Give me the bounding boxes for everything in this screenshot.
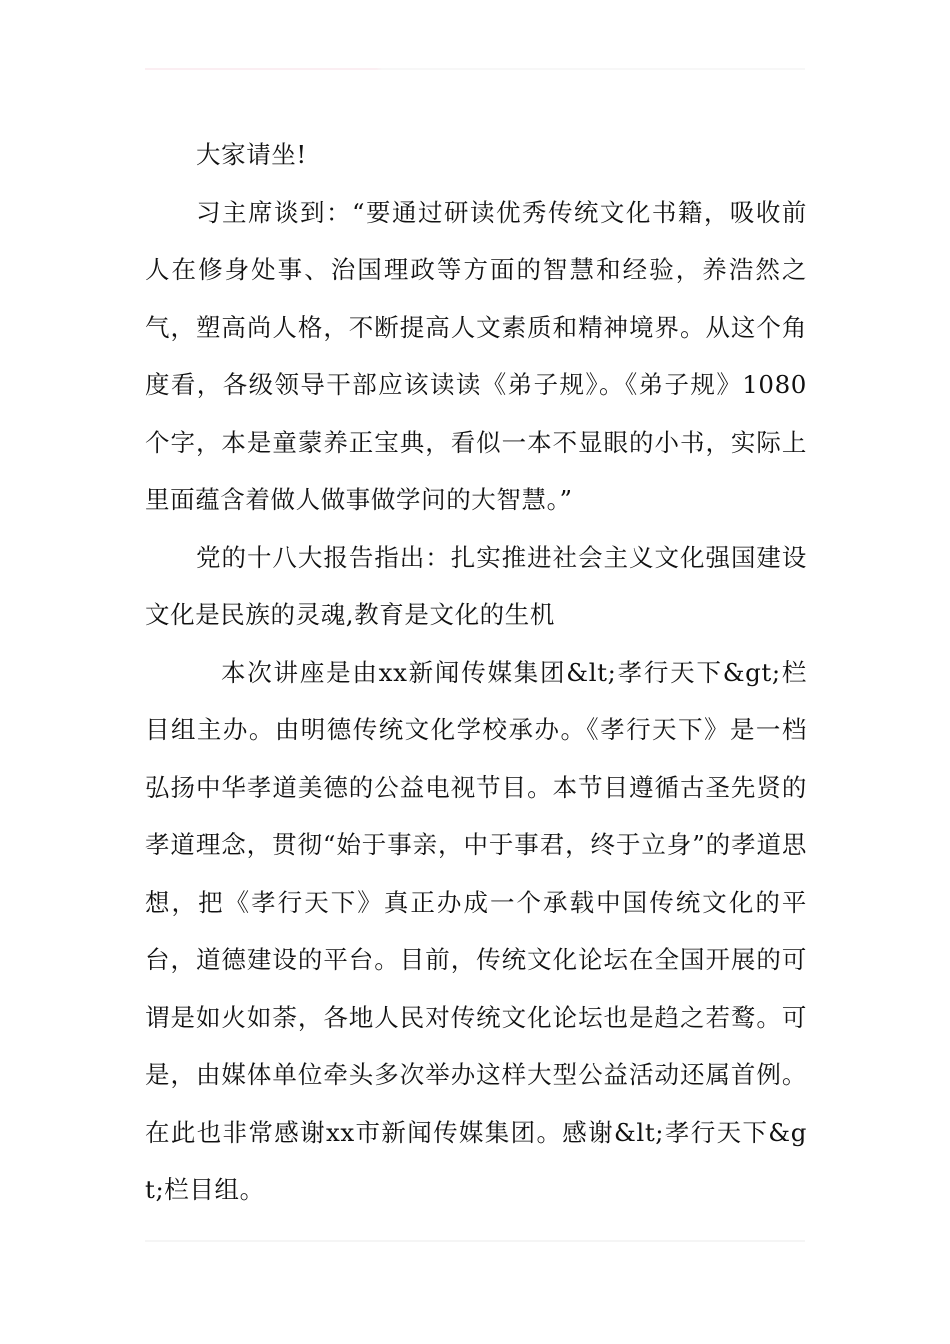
paragraph-greeting: 大家请坐!: [196, 140, 307, 169]
paragraph-lecture: 本次讲座是由xx新闻传媒集团&lt;孝行天下&gt;栏目组主办。由明德传统文化学校承办。《孝行天下》是一档弘扬中华孝道美德的公益电视节目。本节目遵循古圣先贤的孝道理念，贯彻“始于事亲，中于事君，终于立身”的孝道思想，把《孝行天下》真正办成一个承载中国传统文化的平台，道德建设的平台。目前，传统文化论坛在全国开展的可谓是如火如荼，各地人民对传统文化论坛也是趋之若鹜。可是，由媒体单位牵头多次举办这样大型公益活动还属首例。在此也非常感谢xx市新闻传媒集团。感谢&lt;孝行天下&gt;栏目组。: [145, 657, 807, 1204]
document-body: [145, 126, 807, 1219]
header-rule: [145, 68, 805, 70]
paragraph-report: 党的十八大报告指出：扎实推进社会主义文化强国建设文化是民族的灵魂,教育是文化的生机: [145, 542, 807, 629]
paragraph-quote: 习主席谈到：“要通过研读优秀传统文化书籍，吸收前人在修身处事、治国理政等方面的智慧和经验，养浩然之气，塑高尚人格，不断提高人文素质和精神境界。从这个角度看，各级领导干部应该读读《弟子规》。《弟子规》1080个字，本是童蒙养正宝典，看似一本不显眼的小书，实际上里面蕴含着做人做事做学问的大智慧。”: [145, 197, 807, 514]
footer-rule: [145, 1240, 805, 1242]
